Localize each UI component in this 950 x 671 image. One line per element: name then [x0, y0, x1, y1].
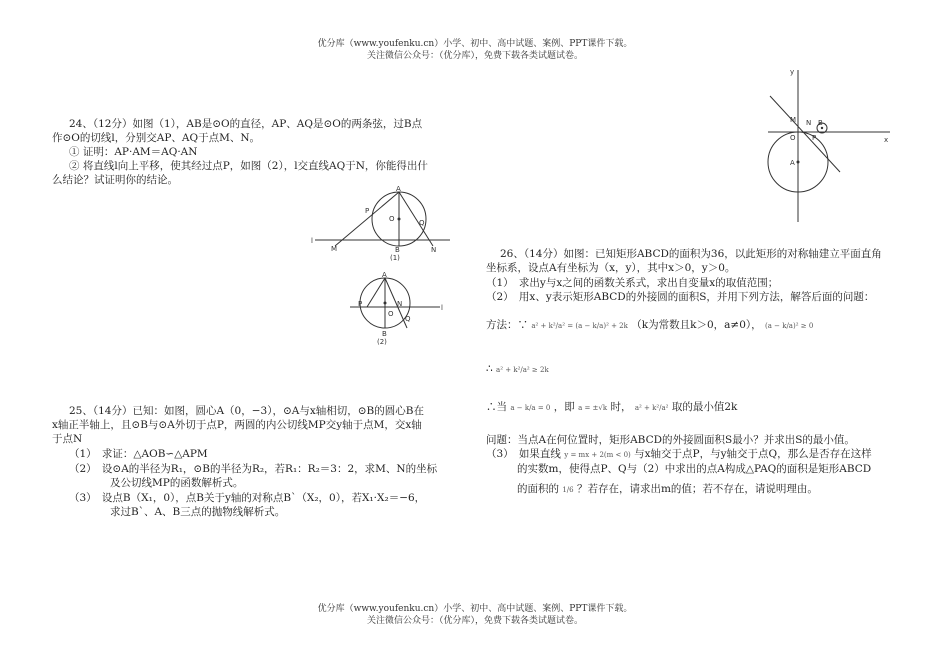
fig25-label: P — [812, 134, 817, 142]
fig24-label: l — [441, 304, 443, 312]
q25-line-1: 25、（14分）已知：如图，圆心A（0，−3），⊙A与x轴相切，⊙B的圆心B在 — [69, 405, 424, 417]
fig24-label: N — [397, 300, 403, 308]
q26-therefore-2 — [486, 400, 737, 415]
q26-part3-line-3 — [517, 482, 818, 497]
q24-line-1: 24、（12分）如图（1），AB是⊙O的直径，AP、AQ是⊙O的两条弦，过B点 — [69, 118, 423, 130]
therefore-2-end: 取的最小值2k — [671, 401, 738, 413]
fig25-label: N — [806, 119, 812, 127]
part3-line3-prefix: 的面积的 — [517, 483, 559, 495]
line-ap-2 — [367, 278, 385, 307]
q26-line-2: 坐标系，设点A有坐标为（x，y），其中x＞0，y＞0。 — [486, 262, 736, 274]
therefore-2-mid-2: 时， — [610, 401, 632, 413]
q24-line-3: ① 证明：AP·AM＝AQ·AN — [69, 146, 198, 158]
q25-line-3: 于点N — [52, 433, 83, 445]
fig24-label: Q — [405, 315, 411, 323]
therefore-1-formula: a² + k²/a² ≥ 2k — [496, 366, 549, 374]
fig24-label: N — [431, 246, 437, 254]
fig25-label: A — [790, 159, 795, 167]
q24-line-5: 么结论？试证明你的结论。 — [52, 174, 178, 186]
fig24-caption: (2) — [377, 338, 387, 346]
q25-line-6: 及公切线MP的函数解析式。 — [110, 477, 244, 489]
q26-line-1: 26、（14分）如图：已知矩形ABCD的面积为36，以此矩形的对称轴建立平面直角 — [500, 248, 882, 260]
line-aqn — [399, 192, 433, 246]
figure-25 — [760, 60, 900, 225]
fig25-label: M — [790, 116, 797, 124]
q24-line-4: ② 将直线l向上平移，使其经过点P，如图（2），l交直线AQ于N，你能得出什 — [69, 160, 428, 172]
line-aq-2 — [385, 278, 407, 328]
q26-method — [486, 318, 813, 333]
method-condition: （k为常数且k＞0，a≠0）， — [631, 319, 762, 331]
fig24-label: l — [311, 237, 313, 245]
part3-prefix: （3） 如果直线 — [486, 448, 561, 460]
q26-part3-line-2: 的实数m，使得点P、Q与（2）中求出的点A构成△PAQ的面积是矩形ABCD — [517, 463, 872, 475]
page-header — [0, 38, 950, 62]
method-prefix: 方法：∵ — [486, 319, 528, 331]
page-footer — [0, 603, 950, 627]
fig24-label: M — [331, 245, 338, 253]
q26-therefore-1 — [486, 362, 549, 377]
part3-suffix: 与x轴交于点P，与y轴交于点Q，那么是否存在这样 — [634, 448, 872, 460]
q24-line-2: 作⊙O的切线l，分别交AP、AQ于点M、N。 — [52, 132, 261, 144]
fig24-label: B — [382, 330, 387, 338]
part3-fraction: 1/6 — [562, 486, 574, 494]
part3-line3-suffix: ？若存在，请求出m的值；若不存在，请说明理由。 — [576, 483, 818, 495]
fig24-label: A — [396, 185, 401, 193]
therefore-2-prefix: ∴当 — [486, 401, 507, 413]
header-line-2: 关注微信公众号：（优分库），免费下载各类试题试卷。 — [366, 51, 583, 61]
tangent-mp — [770, 96, 840, 172]
footer-line-2: 关注微信公众号：（优分库），免费下载各类试题试卷。 — [366, 616, 583, 626]
method-formula-2: (a − k/a)² ≥ 0 — [764, 322, 814, 330]
q25-line-4: （1） 求证：△AOB∽△APM — [69, 448, 208, 460]
fig24-label: B — [395, 246, 400, 254]
figure-24 — [305, 185, 455, 350]
fig25-label: x — [884, 136, 889, 144]
fig24-label: O — [389, 215, 395, 223]
q25-line-7: （3） 设点B（X₁，0），点B关于y轴的对称点B`（X₂，0），若X₁·X₂＝−6， — [69, 492, 426, 504]
fig24-label: O — [388, 310, 394, 318]
q26-line-3: （1） 求出y与x之间的函数关系式，求出自变量x的取值范围； — [486, 277, 779, 289]
fig25-label: y — [790, 68, 795, 76]
fig24-label: A — [382, 271, 387, 279]
q25-line-8: 求过B`、A、B三点的抛物线解析式。 — [110, 506, 286, 518]
header-line-1: 优分库（www.youfenku.cn）小学、初中、高中试题、案例、PPT课件下载。 — [317, 39, 633, 49]
therefore-1-prefix: ∴ — [486, 363, 493, 375]
method-formula: a² + k²/a² = (a − k/a)² + 2k — [531, 322, 628, 330]
q26-part3-line-1 — [486, 447, 872, 462]
therefore-2-formula-3: a² + k²/a² — [634, 404, 669, 412]
fig24-caption: (1) — [390, 254, 400, 262]
therefore-2-formula-2: a = ±√k — [578, 404, 608, 412]
fig25-label: O — [790, 134, 796, 142]
fig25-label: B — [818, 119, 823, 127]
fig24-label: Q — [419, 219, 425, 227]
q26-question: 问题：当点A在何位置时，矩形ABCD的外接圆面积S最小？并求出S的最小值。 — [486, 434, 855, 446]
part3-formula: y = mx + 2(m < 0) — [564, 451, 631, 459]
therefore-2-formula-1: a − k/a = 0 — [510, 404, 551, 412]
fig24-label: P — [358, 300, 363, 308]
q25-line-5: （2） 设⊙A的半径为R₁，⊙B的半径为R₂，若R₁：R₂＝3：2，求M、N的坐标 — [69, 463, 438, 475]
fig24-label: P — [365, 207, 370, 215]
therefore-2-mid: ，即 — [553, 401, 575, 413]
footer-line-1: 优分库（www.youfenku.cn）小学、初中、高中试题、案例、PPT课件下载。 — [317, 604, 633, 614]
q26-line-4: （2） 用x、y表示矩形ABCD的外接圆的面积S，并用下列方法，解答后面的问题： — [486, 291, 875, 303]
q25-line-2: x轴正半轴上，且⊙B与⊙A外切于点P，两圆的内公切线MP交y轴于点M，交x轴 — [52, 419, 422, 431]
